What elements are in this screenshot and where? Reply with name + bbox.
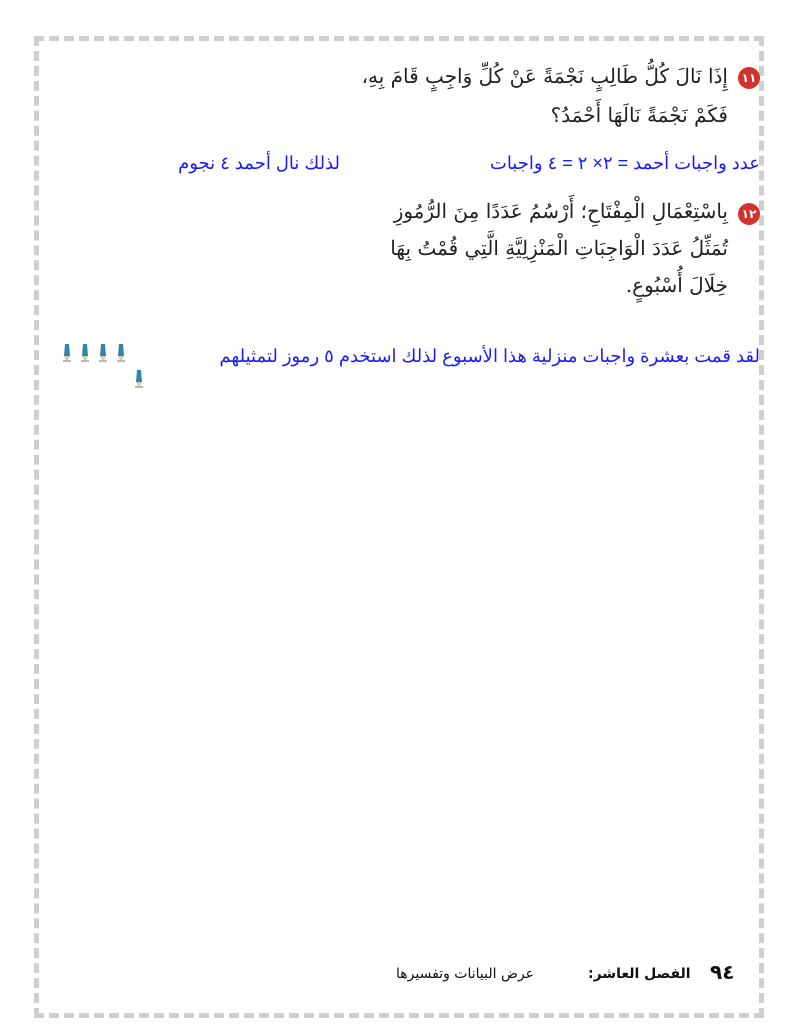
pencil-icon	[114, 343, 128, 363]
chapter-label: الفصل العاشر:	[588, 966, 691, 982]
page-number: ٩٤	[710, 960, 735, 984]
question-11-line-2: فَكَمْ نَجْمَةً نَالَهَا أَحْمَدُ؟	[550, 103, 728, 127]
question-12-line-3: خِلَالَ أُسْبُوعٍ.	[625, 273, 728, 297]
chapter-title: عرض البيانات وتفسيرها	[396, 966, 534, 982]
question-number-badge: ١١	[738, 67, 760, 89]
page-border	[34, 36, 764, 1018]
pencil-icon	[78, 343, 92, 363]
question-12-line-2: تُمَثِّلُ عَدَدَ الْوَاجِبَاتِ الْمَنْزِلِيَّةِ الَّتِي قُمْتُ بِهَا	[390, 236, 728, 260]
pencil-icon	[132, 369, 146, 389]
question-12-line-1: بِاسْتِعْمَالِ الْمِفْتَاحِ؛ أَرْسُمُ عَدَدًا مِنَ الرُّمُوزِ	[393, 199, 728, 223]
question-number-badge: ١٢	[738, 203, 760, 225]
pencil-icon	[60, 343, 74, 363]
answer-11-calculation: عدد واجبات أحمد = ٢× ٢ = ٤ واجبات	[489, 153, 760, 173]
pencil-icon	[96, 343, 110, 363]
answer-11-result: لذلك نال أحمد ٤ نجوم	[178, 153, 340, 173]
answer-12-text: لقد قمت بعشرة واجبات منزلية هذا الأسبوع لذلك استخدم ٥ رموز لتمثيلهم	[219, 346, 760, 366]
question-11-line-1: إِذَا نَالَ كُلُّ طَالِبٍ نَجْمَةً عَنْ كُلِّ وَاجِبٍ قَامَ بِهِ،	[361, 64, 728, 88]
